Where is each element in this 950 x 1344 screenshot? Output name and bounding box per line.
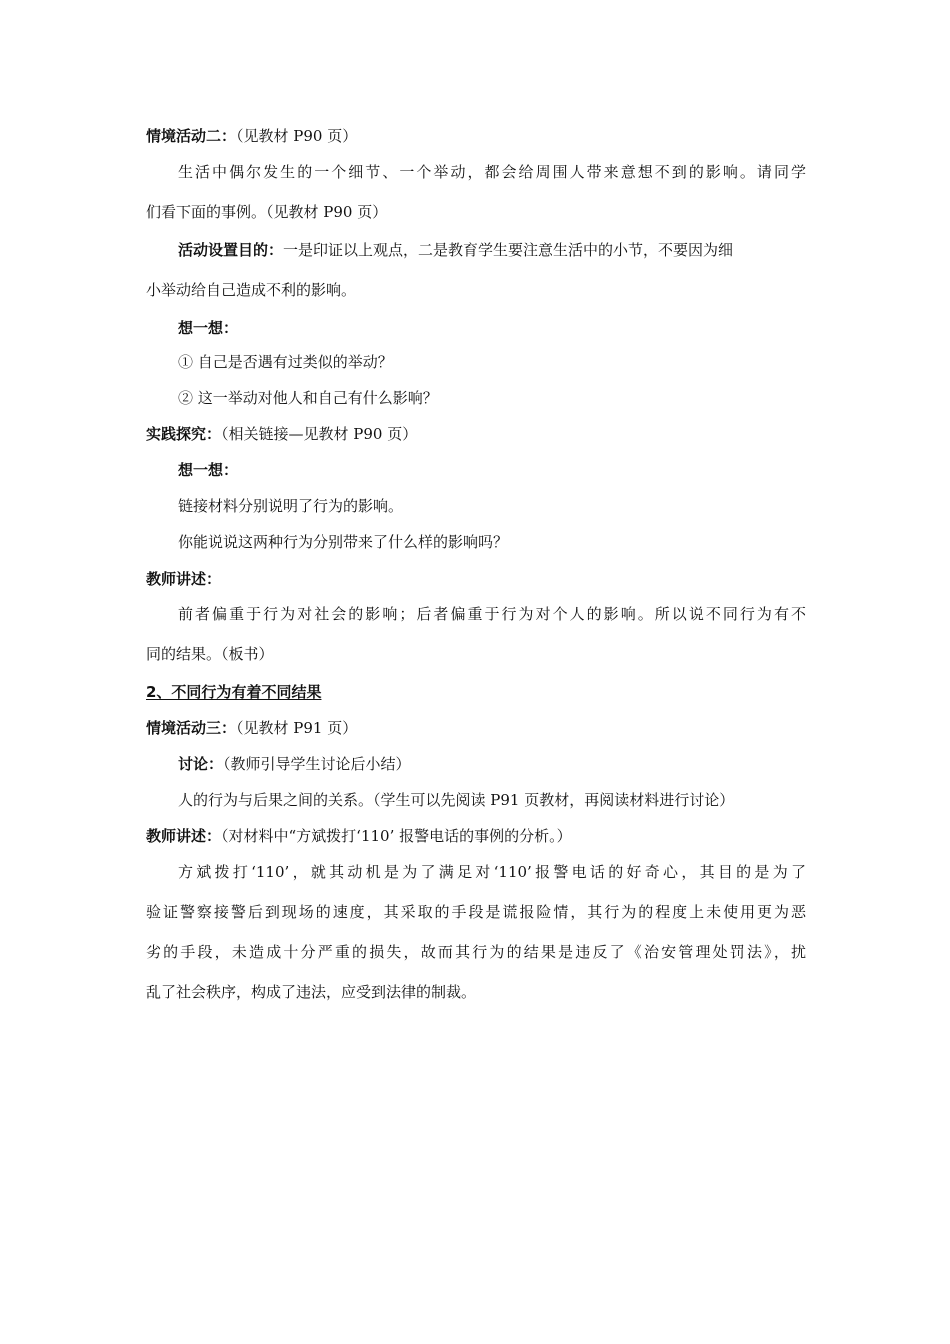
- link-question: 你能说说这两种行为分别带来了什么样的影响吗？: [178, 533, 509, 551]
- purpose-line-2: 小举动给自己造成不利的影响。: [146, 281, 357, 299]
- teacher-2-line: [146, 826, 572, 846]
- question-2: ② 这一举动对他人和自己有什么影响？: [178, 389, 438, 407]
- purpose-line-1: [178, 240, 806, 260]
- purpose-label: 活动设置目的：: [178, 241, 284, 259]
- discussion-line: [178, 754, 411, 774]
- relation-text: 人的行为与后果之间的关系。（学生可以先阅读 P91 页教材，再阅读材料进行讨论）: [178, 791, 735, 809]
- think-2-label: 想一想：: [178, 461, 239, 479]
- analysis-line-1: 方斌拨打‘110’，就其动机是为了满足对‘110’报警电话的好奇心，其目的是为了: [178, 863, 806, 881]
- activity-2-ref: （见教材 P90 页）: [236, 127, 358, 145]
- teacher-2-text: （对材料中“方斌拨打‘110’ 报警电话的事例的分析。）: [221, 827, 572, 845]
- activity-3-line: [146, 718, 357, 738]
- purpose-text: 一是印证以上观点，二是教育学生要注意生活中的小节，不要因为细: [283, 241, 734, 259]
- teacher-1-label: 教师讲述：: [146, 570, 222, 588]
- question-1: ① 自己是否遇有过类似的举动？: [178, 353, 393, 371]
- link-text: 链接材料分别说明了行为的影响。: [178, 497, 404, 515]
- activity-2-line: [146, 126, 357, 146]
- teacher-1-line-1: 前者偏重于行为对社会的影响；后者偏重于行为对个人的影响。所以说不同行为有不: [178, 605, 806, 623]
- think-1-label: 想一想：: [178, 319, 239, 337]
- analysis-line-2: 验证警察接警后到现场的速度，其采取的手段是谎报险情，其行为的程度上未使用更为恶: [146, 903, 806, 921]
- section-heading-2: 2、不同行为有着不同结果: [146, 683, 322, 701]
- teacher-1-line-2: 同的结果。（板书）: [146, 645, 274, 663]
- discussion-label: 讨论：: [178, 755, 224, 773]
- paragraph-1-line-1: 生活中偶尔发生的一个细节、一个举动，都会给周围人带来意想不到的影响。请同学: [178, 163, 806, 181]
- analysis-line-3: 劣的手段，未造成十分严重的损失，故而其行为的结果是违反了《治安管理处罚法》，扰: [146, 943, 806, 961]
- practice-label: 实践探究：: [146, 425, 222, 443]
- practice-line: [146, 424, 417, 444]
- teacher-2-label: 教师讲述：: [146, 827, 222, 845]
- activity-3-ref: （见教材 P91 页）: [236, 719, 358, 737]
- paragraph-1-line-2: 们看下面的事例。（见教材 P90 页）: [146, 203, 388, 221]
- activity-2-label: 情境活动二：: [146, 127, 237, 145]
- analysis-line-4: 乱了社会秩序，构成了违法，应受到法律的制裁。: [146, 983, 477, 1001]
- activity-3-label: 情境活动三：: [146, 719, 237, 737]
- discussion-text: （教师引导学生讨论后小结）: [223, 755, 411, 773]
- practice-ref: （相关链接—见教材 P90 页）: [221, 425, 418, 443]
